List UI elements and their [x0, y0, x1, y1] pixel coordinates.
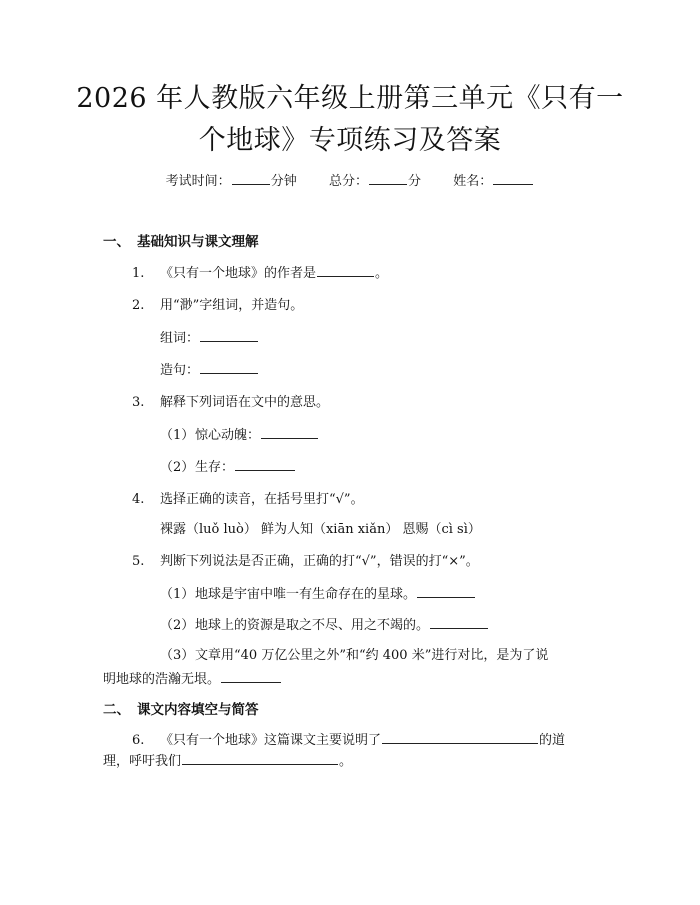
- q2-sub2-label: 造句：: [160, 363, 200, 378]
- q2-sub-2: [160, 359, 259, 378]
- q2-sub1-blank[interactable]: [200, 327, 258, 342]
- q5-item2-text: 地球上的资源是取之不尽、用之不竭的。: [195, 618, 430, 633]
- q1-end: 。: [375, 266, 389, 281]
- time-unit: 分钟: [270, 174, 297, 189]
- question-4: [132, 488, 364, 507]
- question-2: [132, 294, 303, 313]
- q6-num: 6.: [132, 733, 145, 748]
- q4-num: 4.: [132, 492, 145, 507]
- q5-item3-text: 文章用“40 万亿公里之外”和“约 400 米”进行对比，是为了说: [195, 648, 549, 663]
- q3-item-2: [160, 456, 296, 475]
- name-blank[interactable]: [493, 170, 533, 185]
- section-1-heading: [103, 230, 259, 250]
- q3-item2-text: 生存：: [195, 460, 235, 475]
- q3-item1-num: （1）: [160, 428, 195, 443]
- q5-item3-blank[interactable]: [221, 668, 281, 683]
- q6-blank-1[interactable]: [382, 729, 538, 744]
- question-3: [132, 391, 329, 410]
- q5-item3-cont-text: 明地球的浩瀚无垠。: [103, 672, 221, 687]
- score-label: 总分：: [328, 174, 368, 189]
- score-blank[interactable]: [369, 170, 407, 185]
- section-2-num: 二、: [103, 702, 130, 718]
- q5-text: 判断下列说法是否正确，正确的打“√”，错误的打“×”。: [160, 554, 479, 569]
- question-6: [132, 729, 565, 748]
- section-1-num: 一、: [103, 234, 130, 250]
- q1-text: 《只有一个地球》的作者是: [160, 266, 317, 281]
- time-label: 考试时间：: [165, 174, 231, 189]
- q2-text: 用“渺”字组词，并造句。: [160, 298, 304, 313]
- q5-num: 5.: [132, 554, 145, 569]
- q5-item2-num: （2）: [160, 618, 195, 633]
- q2-sub-1: [160, 327, 259, 346]
- q3-num: 3.: [132, 395, 145, 410]
- score-unit: 分: [408, 174, 422, 189]
- q3-item2-blank[interactable]: [235, 456, 295, 471]
- q4-options: 裸露（luǒ luò） 鲜为人知（xiān xiǎn） 恩赐（cì sì）: [160, 522, 481, 537]
- q5-item-2: [160, 614, 489, 633]
- question-5: [132, 550, 479, 569]
- page-title: [60, 78, 640, 162]
- name-label: 姓名：: [453, 174, 493, 189]
- q5-item1-text: 地球是宇宙中唯一有生命存在的星球。: [195, 587, 417, 602]
- q5-item-3: [160, 644, 548, 663]
- title-line-1: 2026 年人教版六年级上册第三单元《只有一: [76, 83, 624, 114]
- q3-item1-text: 惊心动魄：: [195, 428, 261, 443]
- question-6-cont: [103, 750, 352, 769]
- exam-meta: [0, 170, 700, 189]
- q1-blank[interactable]: [317, 262, 374, 277]
- title-line-2: 个地球》专项练习及答案: [198, 125, 502, 156]
- q3-item1-blank[interactable]: [261, 424, 318, 439]
- q5-item-3-cont: [103, 668, 282, 687]
- q6-end: 。: [339, 754, 353, 769]
- q5-item1-blank[interactable]: [417, 583, 475, 598]
- q3-item2-num: （2）: [160, 460, 195, 475]
- q6-cont: 理，呼吁我们: [103, 754, 182, 769]
- q2-sub1-label: 组词：: [160, 331, 200, 346]
- q2-num: 2.: [132, 298, 145, 313]
- q6-mid: 的道: [539, 733, 566, 748]
- q5-item2-blank[interactable]: [430, 614, 488, 629]
- q1-num: 1.: [132, 266, 145, 281]
- section-1-title: 基础知识与课文理解: [137, 234, 259, 250]
- section-2-heading: [103, 698, 259, 718]
- time-blank[interactable]: [232, 170, 270, 185]
- q5-item3-num: （3）: [160, 648, 195, 663]
- q6-text: 《只有一个地球》这篇课文主要说明了: [160, 733, 382, 748]
- q3-text: 解释下列词语在文中的意思。: [160, 395, 330, 410]
- question-1: [132, 262, 388, 281]
- q4-text: 选择正确的读音，在括号里打“√”。: [160, 492, 364, 507]
- q3-item-1: [160, 424, 319, 443]
- q6-blank-2[interactable]: [182, 750, 338, 765]
- q2-sub2-blank[interactable]: [200, 359, 258, 374]
- section-2-title: 课文内容填空与简答: [137, 702, 259, 718]
- q5-item1-num: （1）: [160, 587, 195, 602]
- q5-item-1: [160, 583, 476, 602]
